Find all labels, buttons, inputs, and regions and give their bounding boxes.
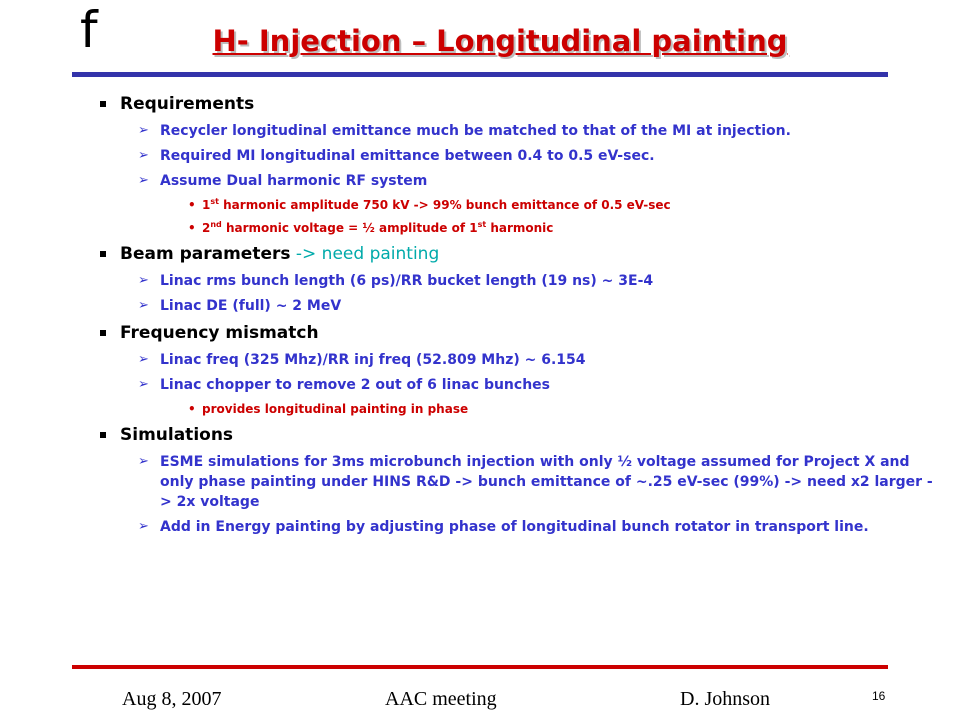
- sub-bullet-text: Linac freq (325 Mhz)/RR inj freq (52.809 Mhz) ~ 6.154: [160, 352, 586, 368]
- bullet-requirements: [100, 92, 940, 116]
- square-bullet-icon: [100, 101, 106, 107]
- bullet-heading: Simulations: [120, 425, 234, 445]
- sub-bullet: [100, 296, 940, 316]
- sub-bullet: [100, 146, 940, 166]
- sub-bullet-text: Linac rms bunch length (6 ps)/RR bucket length (19 ns) ~ 3E-4: [160, 273, 654, 289]
- sub-bullet: [100, 452, 940, 512]
- harmonic-text: 1st harmonic amplitude 750 kV -> 99% bunch emittance of 0.5 eV-sec: [202, 197, 671, 212]
- arrow-bullet-icon: ➢: [138, 377, 149, 392]
- dot-bullet-icon: •: [188, 221, 196, 235]
- sub-bullet-text: ESME simulations for 3ms microbunch injection with only ½ voltage assumed for Project X and only phase painting under HINS R&D -> bunch emittance of ~.25 eV-sec (99%) -> need x2 larger -> 2x voltage: [160, 454, 933, 510]
- square-bullet-icon: [100, 251, 106, 257]
- harmonic-text: 2nd harmonic voltage = ½ amplitude of 1st harmonic: [202, 220, 554, 235]
- sub-sub-bullet-text: provides longitudinal painting in phase: [202, 402, 469, 416]
- logo: f: [80, 1, 98, 59]
- footer-author: D. Johnson: [680, 688, 771, 710]
- arrow-bullet-icon: ➢: [138, 148, 149, 163]
- sub-bullet: [100, 350, 940, 370]
- sub-sub-bullet: [100, 197, 940, 214]
- sub-sub-bullet: [100, 401, 940, 418]
- sub-bullet: [100, 171, 940, 191]
- sub-bullet-text: Recycler longitudinal emittance much be matched to that of the MI at injection.: [160, 123, 791, 139]
- sub-bullet-text: Assume Dual harmonic RF system: [160, 173, 428, 189]
- footer-date: Aug 8, 2007: [122, 688, 222, 710]
- footer-meeting: AAC meeting: [385, 688, 497, 710]
- arrow-bullet-icon: ➢: [138, 298, 149, 313]
- slide-title: H- Injection – Longitudinal painting: [212, 24, 788, 58]
- accent-text: -> need painting: [290, 244, 440, 264]
- arrow-bullet-icon: ➢: [138, 454, 149, 469]
- sub-bullet-text: Linac chopper to remove 2 out of 6 linac bunches: [160, 377, 550, 393]
- bullet-beam-parameters: [100, 242, 940, 266]
- sub-bullet: [100, 271, 940, 291]
- footer-rule: [72, 665, 888, 669]
- page-number: 16: [872, 689, 886, 703]
- bullet-heading: Beam parameters: [120, 244, 291, 264]
- dot-bullet-icon: •: [188, 402, 196, 416]
- arrow-bullet-icon: ➢: [138, 173, 149, 188]
- dot-bullet-icon: •: [188, 198, 196, 212]
- sub-bullet-text: Required MI longitudinal emittance between 0.4 to 0.5 eV-sec.: [160, 148, 655, 164]
- bullet-heading: Requirements: [120, 94, 255, 114]
- square-bullet-icon: [100, 432, 106, 438]
- bullet-heading: Frequency mismatch: [120, 323, 319, 343]
- sub-bullet-text: Add in Energy painting by adjusting phase of longitudinal bunch rotator in transport line.: [160, 519, 869, 535]
- square-bullet-icon: [100, 330, 106, 336]
- bullet-simulations: [100, 423, 940, 447]
- sub-bullet: [100, 375, 940, 395]
- bullet-frequency-mismatch: [100, 321, 940, 345]
- sub-bullet-text: Linac DE (full) ~ 2 MeV: [160, 298, 342, 314]
- sub-bullet: [100, 517, 940, 537]
- arrow-bullet-icon: ➢: [138, 519, 149, 534]
- arrow-bullet-icon: ➢: [138, 273, 149, 288]
- title-rule: [72, 72, 888, 77]
- arrow-bullet-icon: ➢: [138, 123, 149, 138]
- arrow-bullet-icon: ➢: [138, 352, 149, 367]
- sub-bullet: [100, 121, 940, 141]
- slide-body: [100, 92, 940, 537]
- sub-sub-bullet: [100, 220, 940, 237]
